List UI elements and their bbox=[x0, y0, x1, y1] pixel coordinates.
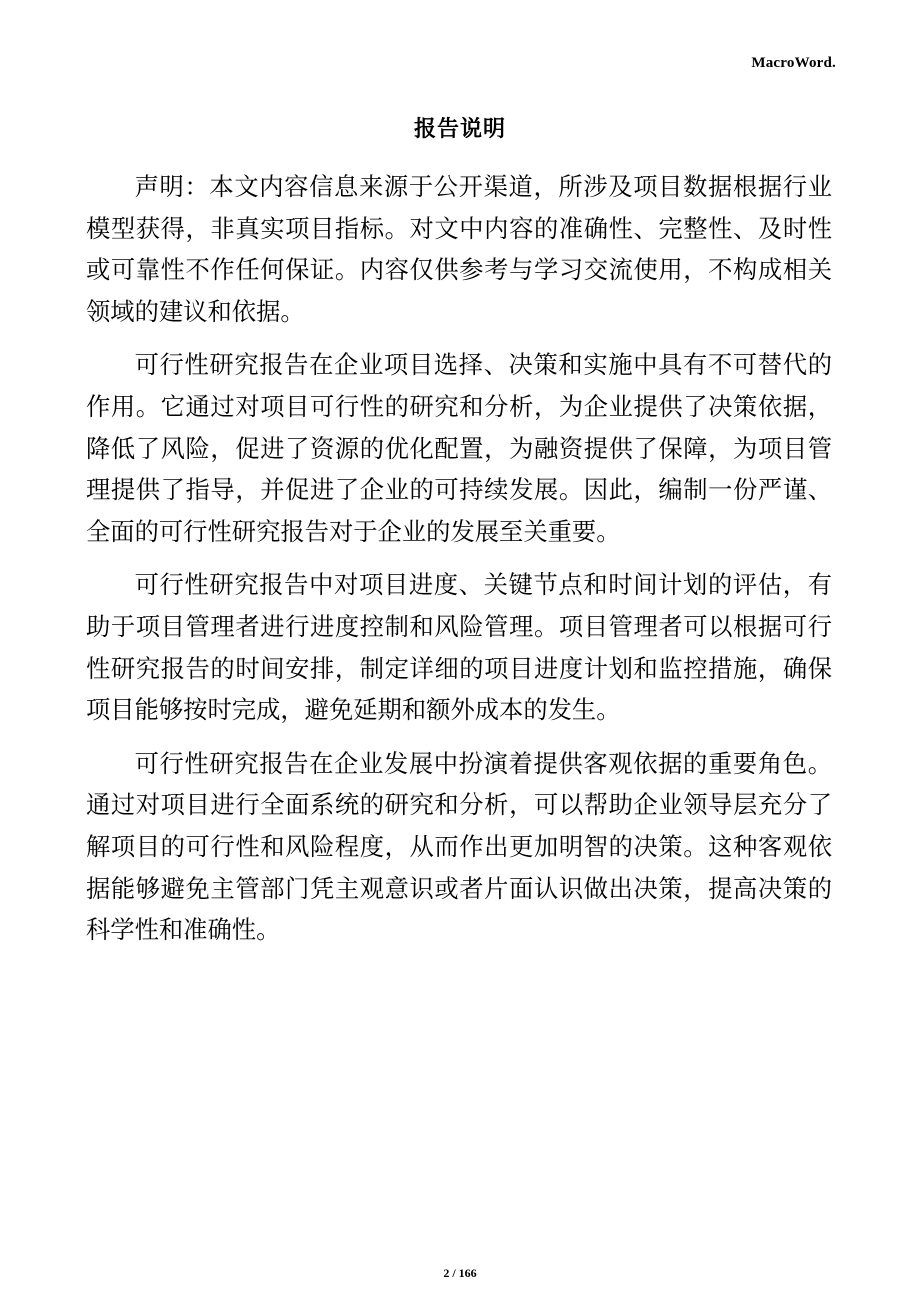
page-number: 2 / 166 bbox=[443, 1266, 477, 1280]
paragraph-decision: 可行性研究报告在企业发展中扮演着提供客观依据的重要角色。通过对项目进行全面系统的研究和分析，可以帮助企业领导层充分了解项目的可行性和风险程度，从而作出更加明智的决策。这种客观依据能够避免主管部门凭主观意识或者片面认识做出决策，提高决策的科学性和准确性。 bbox=[86, 748, 832, 945]
paragraph-schedule: 可行性研究报告中对项目进度、关键节点和时间计划的评估，有助于项目管理者进行进度控制和风险管理。项目管理者可以根据可行性研究报告的时间安排，制定详细的项目进度计划和监控措施，确保项目能够按时完成，避免延期和额外成本的发生。 bbox=[86, 570, 832, 725]
page-title: 报告说明 bbox=[413, 117, 506, 142]
document-body bbox=[86, 166, 832, 963]
paragraph-disclaimer: 声明：本文内容信息来源于公开渠道，所涉及项目数据根据行业模型获得，非真实项目指标。对文中内容的准确性、完整性、及时性或可靠性不作任何保证。内容仅供参考与学习交流使用，不构成相关领域的建议和依据。 bbox=[86, 172, 832, 326]
paragraph-role: 可行性研究报告在企业项目选择、决策和实施中具有不可替代的作用。它通过对项目可行性的研究和分析，为企业提供了决策依据，降低了风险，促进了资源的优化配置，为融资提供了保障，为项目管理提供了指导，并促进了企业的可持续发展。因此，编制一份严谨、全面的可行性研究报告对于企业的发展至关重要。 bbox=[86, 350, 832, 546]
header-brand: MacroWord. bbox=[751, 55, 836, 71]
